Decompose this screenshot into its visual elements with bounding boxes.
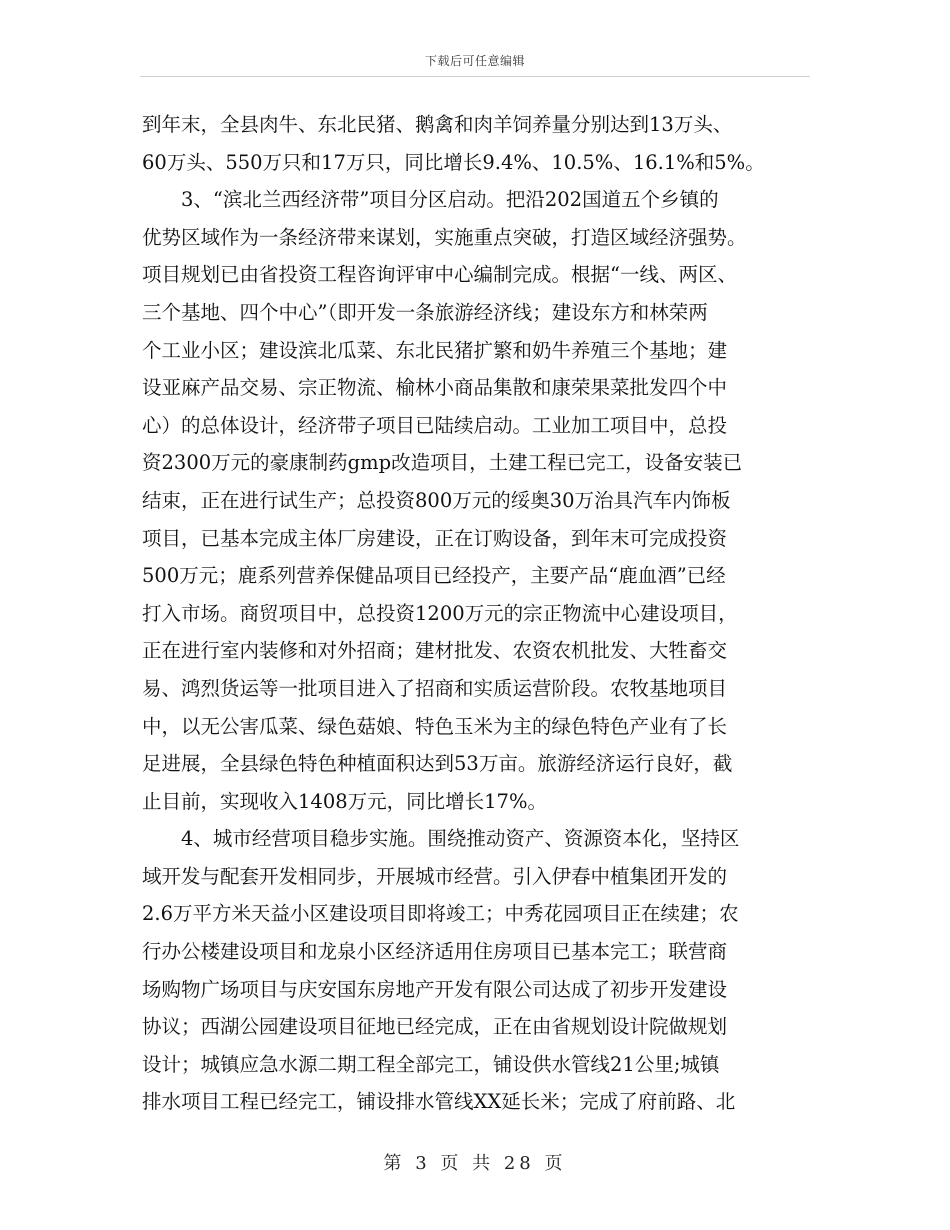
header-divider bbox=[140, 76, 810, 77]
page-footer: 第 3 页 共 28 页 bbox=[383, 1153, 567, 1174]
text-line: 4、城市经营项目稳步实施。围绕推动资产、资源资本化，坚持区 bbox=[181, 827, 740, 851]
text-line: 行办公楼建设项目和龙泉小区经济适用住房项目已基本完工；联营商 bbox=[142, 940, 728, 964]
text-line: 设亚麻产品交易、宗正物流、榆林小商品集散和康荣果菜批发四个中 bbox=[142, 376, 728, 400]
text-line: 中，以无公害瓜菜、绿色菇娘、特色玉米为主的绿色特色产业有了长 bbox=[142, 714, 728, 738]
text-line: 60万头、550万只和17万只，同比增长9.4%、10.5%、16.1%和5%。 bbox=[142, 150, 765, 174]
text-line: 协议；西湖公园建设项目征地已经完成，正在由省规划设计院做规划 bbox=[142, 1015, 728, 1039]
text-line: 500万元；鹿系列营养保健品项目已经投产，主要产品“鹿血酒”已经 bbox=[142, 564, 726, 588]
text-line: 场购物广场项目与庆安国东房地产开发有限公司达成了初步开发建设 bbox=[142, 977, 728, 1001]
text-line: 优势区域作为一条经济带来谋划，实施重点突破，打造区域经济强势。 bbox=[142, 225, 747, 249]
text-line: 项目规划已由省投资工程咨询评审中心编制完成。根据“一线、两区、 bbox=[142, 263, 737, 287]
text-line: 三个基地、四个中心”（即开发一条旅游经济线；建设东方和林荣两 bbox=[142, 300, 708, 324]
text-line: 个工业小区；建设滨北瓜菜、东北民猪扩繁和奶牛养殖三个基地；建 bbox=[142, 338, 728, 362]
text-line: 足进展，全县绿色特色种植面积达到53万亩。旅游经济运行良好，截 bbox=[142, 752, 733, 776]
text-line: 2.6万平方米天益小区建设项目即将竣工；中秀花园项目正在续建；农 bbox=[142, 902, 739, 926]
text-line: 到年末，全县肉牛、东北民猪、鹅禽和肉羊饲养量分别达到13万头、 bbox=[142, 113, 733, 136]
text-line: 打入市场。商贸项目中，总投资1200万元的宗正物流中心建设项目， bbox=[142, 601, 738, 625]
text-line: 止目前，实现收入1408万元，同比增长17%。 bbox=[142, 789, 547, 813]
text-line: 域开发与配套开发相同步，开展城市经营。引入伊春中植集团开发的 bbox=[142, 864, 728, 888]
text-line: 正在进行室内装修和对外招商；建材批发、农资农机批发、大牲畜交 bbox=[142, 639, 728, 663]
page-header: 下载后可任意编辑 bbox=[424, 54, 525, 68]
text-line: 3、“滨北兰西经济带”项目分区启动。把沿202国道五个乡镇的 bbox=[181, 188, 719, 212]
text-line: 排水项目工程已经完工，铺设排水管线XX延长米；完成了府前路、北 bbox=[142, 1090, 736, 1114]
body-text bbox=[142, 106, 810, 1121]
text-line: 资2300万元的豪康制药gmp改造项目，土建工程已完工，设备安装已 bbox=[142, 451, 743, 475]
text-line: 结束，正在进行试生产；总投资800万元的绥奥30万治具汽车内饰板 bbox=[142, 488, 731, 512]
text-line: 易、鸿烈货运等一批项目进入了招商和实质运营阶段。农牧基地项目 bbox=[142, 676, 728, 700]
text-line: 心）的总体设计，经济带子项目已陆续启动。工业加工项目中，总投 bbox=[142, 413, 728, 437]
text-line: 项目，已基本完成主体厂房建设，正在订购设备，到年末可完成投资 bbox=[142, 526, 728, 550]
text-line: 设计；城镇应急水源二期工程全部完工，铺设供水管线21公里;城镇 bbox=[142, 1052, 720, 1076]
